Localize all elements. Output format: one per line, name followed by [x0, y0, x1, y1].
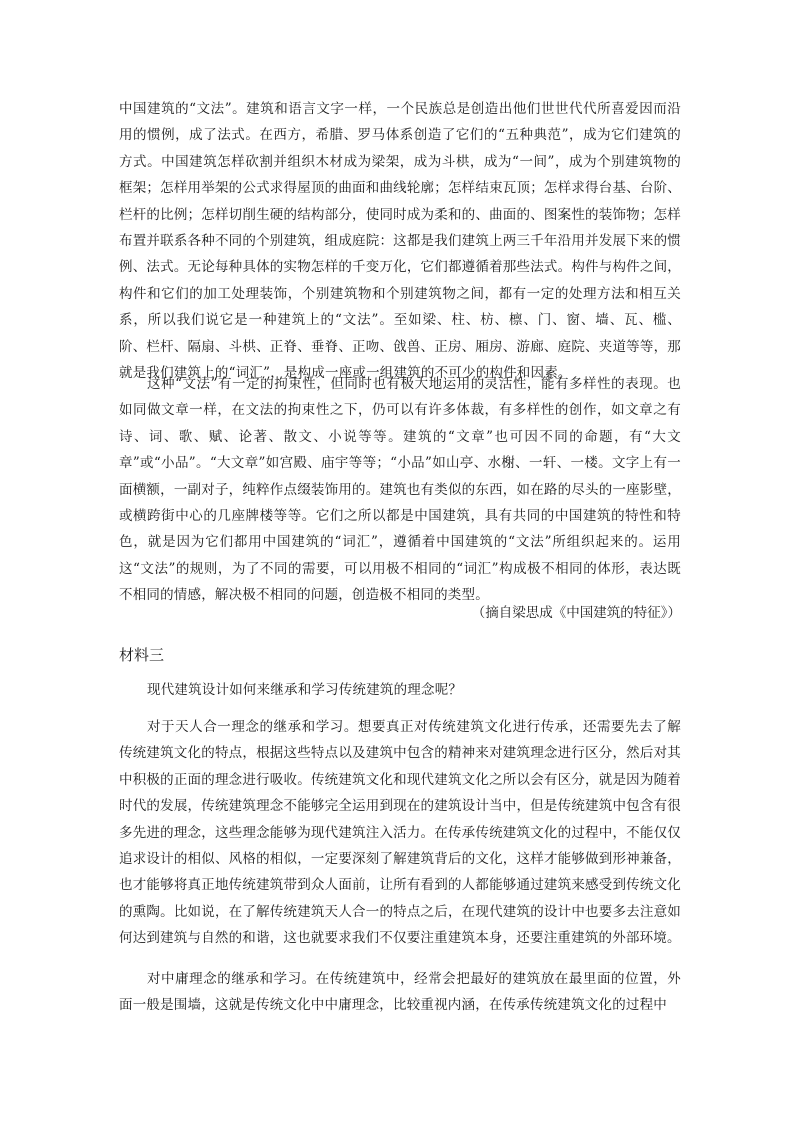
- section-title-material3: 材料三: [119, 646, 165, 664]
- material3-paragraph-2-block: [119, 966, 681, 1019]
- material2-paragraph-2: 这种“文法”有一定的拘束性，但同时也有极大地运用的灵活性，能有多样性的表现。也如同做文章一样，在文法的拘束性之下，仍可以有许多体裁，有多样性的创作，如文章之有诗、词、歌、赋、论著、散文、小说等等。建筑的“文章”也可因不同的命题，有“大文章”或“小品”。“大文章”如宫殿、庙宇等等；“小品”如山亭、水榭、一轩、一楼。文字上有一面横额，一副对子，纯粹作点缀装饰用的。建筑也有类似的东西，如在路的尽头的一座影壁，或横跨街中心的几座牌楼等等。它们之所以都是中国建筑，具有共同的中国建筑的特性和特色，就是因为它们都用中国建筑的“词汇”，遵循着中国建筑的“文法”所组织起来的。运用这“文法”的规则，为了不同的需要，可以用极不相同的“词汇”构成极不相同的体形，表达既不相同的情感，解决极不相同的问题，创造极不相同的类型。: [119, 376, 681, 604]
- source-citation: （摘自梁思成《中国建筑的特征》）: [471, 605, 681, 621]
- material3-paragraph-1-block: [119, 714, 681, 952]
- material2-paragraph-1-block: [119, 96, 681, 386]
- material2-paragraph-1: 中国建筑的“文法”。建筑和语言文字一样，一个民族总是创造出他们世世代代所喜爱因而沿用的惯例，成了法式。在西方，希腊、罗马体系创造了它们的“五种典范”，成为它们建筑的方式。中国建筑怎样砍割并组织木材成为梁架，成为斗栱，成为“一间”，成为个别建筑物的框架；怎样用举架的公式求得屋顶的曲面和曲线轮廓；怎样结束瓦顶；怎样求得台基、台阶、栏杆的比例；怎样切削生硬的结构部分，使同时成为柔和的、曲面的、图案性的装饰物；怎样布置并联系各种不同的个别建筑，组成庭院：这都是我们建筑上两三千年沿用并发展下来的惯例、法式。无论每种具体的实物怎样的千变万化，它们都遵循着那些法式。构件与构件之间，构件和它们的加工处理装饰，个别建筑物和个别建筑物之间，都有一定的处理方法和相互关系，所以我们说它是一种建筑上的“文法”。至如梁、柱、枋、檩、门、窗、墙、瓦、槛、阶、栏杆、隔扇、斗栱、正脊、垂脊、正吻、戗兽、正房、厢房、游廊、庭院、夹道等等，那就是我们建筑上的“词汇”，是构成一座或一组建筑的不可少的构件和因素。: [119, 101, 681, 382]
- material2-paragraph-2-block: [119, 371, 681, 609]
- material3-question-block: [119, 677, 681, 703]
- material3-paragraph-2: 对中庸理念的继承和学习。在传统建筑中，经常会把最好的建筑放在最里面的位置，外面一般是围墙，这就是传统文化中中庸理念，比较重视内涵，在传承传统建筑文化的过程中: [119, 971, 681, 1014]
- material3-paragraph-1: 对于天人合一理念的继承和学习。想要真正对传统建筑文化进行传承，还需要先去了解传统建筑文化的特点，根据这些特点以及建筑中包含的精神来对建筑理念进行区分，然后对其中积极的正面的理念进行吸收。传统建筑文化和现代建筑文化之所以会有区分，就是因为随着时代的发展，传统建筑理念不能够完全运用到现在的建筑设计当中，但是传统建筑中包含有很多先进的理念，这些理念能够为现代建筑注入活力。在传承传统建筑文化的过程中，不能仅仅追求设计的相似、风格的相似，一定要深刻了解建筑背后的文化，这样才能够做到形神兼备，也才能够将真正地传统建筑带到众人面前，让所有看到的人都能够通过建筑来感受到传统文化的熏陶。比如说，在了解传统建筑天人合一的特点之后，在现代建筑的设计中也要多去注意如何达到建筑与自然的和谐，这也就要求我们不仅要注重建筑本身，还要注重建筑的外部环境。: [119, 719, 681, 947]
- material3-question: 现代建筑设计如何来继承和学习传统建筑的理念呢？: [147, 682, 463, 698]
